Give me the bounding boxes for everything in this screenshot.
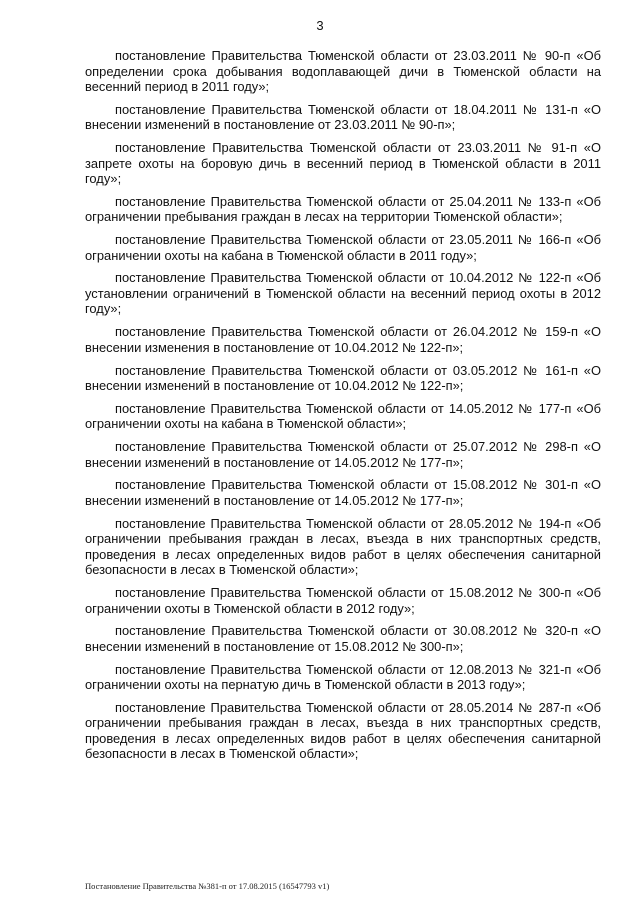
list-item: постановление Правительства Тюменской области от 25.07.2012 № 298-п «О внесении изменений в постановление от 14.05.2012 № 177-п»; — [85, 439, 601, 470]
list-item: постановление Правительства Тюменской области от 26.04.2012 № 159-п «О внесении изменения в постановление от 10.04.2012 № 122-п»; — [85, 324, 601, 355]
list-item: постановление Правительства Тюменской области от 28.05.2012 № 194-п «Об ограничении пребывания граждан в лесах, въезда в них транспортных средств, проведения в лесах определенных видов работ в целях обеспечения санитарной безопасности в лесах в Тюменской области»; — [85, 515, 601, 578]
list-item: постановление Правительства Тюменской области от 23.05.2011 № 166-п «Об ограничении охоты на кабана в Тюменской области в 2011 году»; — [85, 232, 601, 263]
page-number: 3 — [316, 18, 324, 33]
document-body — [85, 48, 601, 769]
list-item: постановление Правительства Тюменской области от 30.08.2012 № 320-п «О внесении изменений в постановление от 15.08.2012 № 300-п»; — [85, 623, 601, 654]
list-item: постановление Правительства Тюменской области от 28.05.2014 № 287-п «Об ограничении пребывания граждан в лесах, въезда в них транспортных средств, проведения в лесах определенных видов работ в целях обеспечения санитарной безопасности в лесах в Тюменской области»; — [85, 699, 601, 762]
list-item: постановление Правительства Тюменской области от 25.04.2011 № 133-п «Об ограничении пребывания граждан в лесах на территории Тюменской области»; — [85, 193, 601, 225]
list-item: постановление Правительства Тюменской области от 15.08.2012 № 301-п «О внесении изменений в постановление от 14.05.2012 № 177-п»; — [85, 477, 601, 508]
footer-note: Постановление Правительства №381-п от 17.08.2015 (16547793 v1) — [85, 881, 330, 891]
list-item: постановление Правительства Тюменской области от 12.08.2013 № 321-п «Об ограничении охоты на пернатую дичь в Тюменской области в 2013 году»; — [85, 661, 601, 693]
list-item: постановление Правительства Тюменской области от 14.05.2012 № 177-п «Об ограничении охоты на кабана в Тюменской области»; — [85, 400, 601, 432]
list-item: постановление Правительства Тюменской области от 23.03.2011 № 91-п «О запрете охоты на боровую дичь в весенний период в Тюменской области в 2011 году»; — [85, 140, 601, 187]
list-item: постановление Правительства Тюменской области от 23.03.2011 № 90-п «Об определении срока добывания водоплавающей дичи в Тюменской области на весенний период в 2011 году»; — [85, 48, 601, 94]
list-item: постановление Правительства Тюменской области от 15.08.2012 № 300-п «Об ограничении охоты в Тюменской области в 2012 году»; — [85, 585, 601, 616]
list-item: постановление Правительства Тюменской области от 10.04.2012 № 122-п «Об установлении ограничений в Тюменской области на весенний период охоты в 2012 году»; — [85, 270, 601, 317]
list-item: постановление Правительства Тюменской области от 18.04.2011 № 131-п «О внесении изменений в постановление от 23.03.2011 № 90-п»; — [85, 101, 601, 133]
list-item: постановление Правительства Тюменской области от 03.05.2012 № 161-п «О внесении изменений в постановление от 10.04.2012 № 122-п»; — [85, 362, 601, 394]
